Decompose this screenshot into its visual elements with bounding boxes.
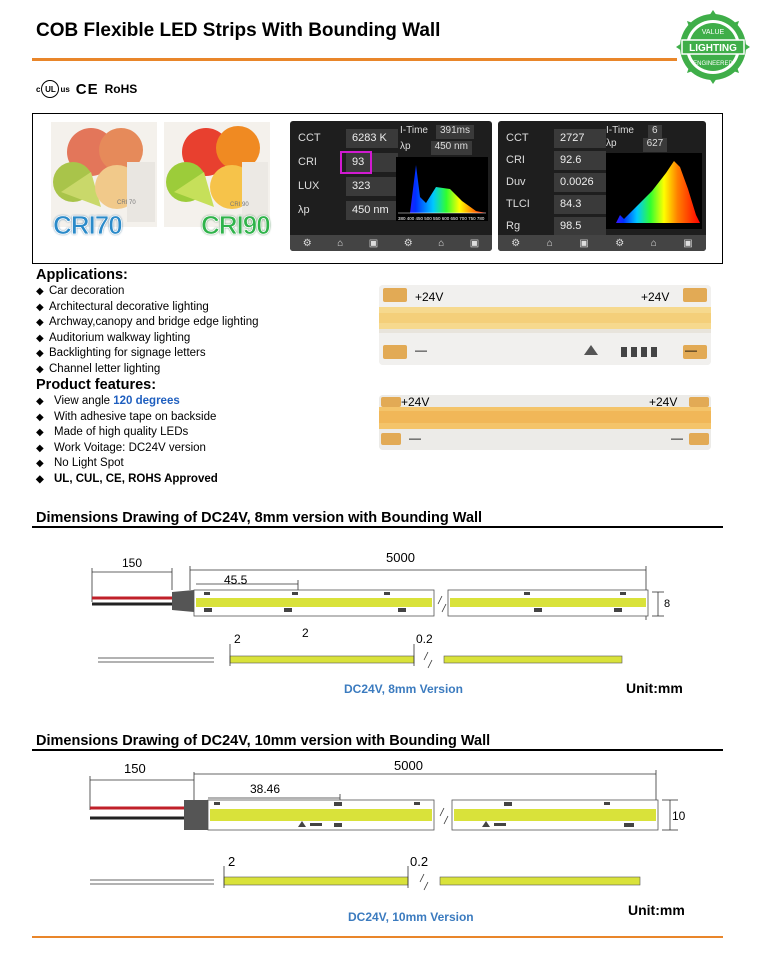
meter2-itime: I-Time 6 [606,125,662,139]
save-icon[interactable]: ▣ [579,237,589,249]
badge-bottom: ENGINEERED [693,61,733,67]
list-item: ◆ Archway,canopy and bridge edge lighting [36,316,259,328]
strip-plus-label: +24V [415,290,444,304]
strip-minus-label: — [409,431,421,445]
rohs-mark: RoHS [104,82,138,96]
spectrometer-screen-1 [290,121,492,251]
strip-minus-label: — [671,431,683,445]
value-lighting-engineered-badge [676,10,750,84]
dim-thickness-right: 0.2 [416,632,433,646]
dim-lead-length: 150 [124,761,146,776]
dim-width: 8 [664,598,671,610]
strip-photo-8mm [379,285,711,365]
settings-icon[interactable]: ⚙ [511,237,521,249]
strip-photo-10mm [379,395,711,450]
list-item: ◆ Car decoration [36,285,125,297]
dim-total-length: 5000 [394,758,423,773]
footer-rule [32,936,723,938]
meter2-row-rg: Rg 98.5 [500,215,606,237]
applications-list [36,284,258,377]
meter1-toolbar [290,235,492,251]
list-item: ◆ UL, CUL, CE, ROHS Approved [36,472,218,485]
dim-pitch: 45.5 [224,573,248,587]
certification-marks [36,80,137,98]
applications-heading: Applications: [36,267,128,283]
meter2-row-cct: CCT 2727 [500,127,606,149]
dim-pitch: 38.46 [250,782,281,796]
dimension-drawing-10mm [84,758,694,928]
meter1-row-lux: LUX 323 [292,175,398,197]
badge-middle: LIGHTING [689,43,737,54]
dim-lead-length: 150 [122,556,143,570]
settings-icon[interactable]: ⚙ [302,237,312,249]
cri-comparison-panel [32,113,723,264]
meter1-itime: I-Time 391ms [400,125,474,139]
list-item: ◆ Made of high quality LEDs [36,426,189,438]
section2-rule [32,749,723,751]
dim-total-length: 5000 [386,550,415,565]
cri90-label: CRI90 [201,210,270,240]
drawing-caption: DC24V, 10mm Version [348,910,474,924]
list-item: ◆ Work Voitage: DC24V version [36,441,206,454]
meter2-toolbar [498,235,706,251]
ul-us-label: us [60,84,70,94]
list-item: ◆ With adhesive tape on backside [36,410,217,423]
list-item: ◆ View angle 120 degrees [36,394,218,410]
save-icon[interactable]: ▣ [683,237,693,249]
home-icon[interactable]: ⌂ [438,237,445,249]
ul-mark [36,80,70,98]
cri70-tag: CRI 70 [117,200,136,206]
section1-title: Dimensions Drawing of DC24V, 8mm version with Bounding Wall [36,510,483,526]
header-rule [32,58,677,61]
list-item: ◆ No Light Spot [36,457,124,469]
cri-highlight-box [340,151,372,174]
list-item: ◆ Auditorium walkway lighting [36,331,191,344]
list-item: ◆ Backlighting for signage letters [36,347,206,359]
ce-mark: CE [75,80,99,98]
save-icon[interactable]: ▣ [368,237,379,249]
page-title: COB Flexible LED Strips With Bounding Wall [36,20,441,41]
meter2-row-duv: Duv 0.0026 [500,171,606,193]
list-item: ◆ Channel letter lighting [36,362,161,375]
settings-icon[interactable]: ⚙ [615,237,625,249]
list-item: ◆ Architectural decorative lighting [36,300,209,313]
spectrum-axis-1: 380 400 450 500 550 600 650 700 750 780 [398,216,485,221]
view-angle-highlight: 120 degrees [113,395,180,407]
ul-c-label: c [36,84,41,94]
spectrum-chart-1 [396,157,488,221]
spectrometer-screen-2 [498,121,706,251]
settings-icon[interactable]: ⚙ [403,237,413,249]
section2-title: Dimensions Drawing of DC24V, 10mm version with Bounding Wall [36,733,491,749]
meter2-row-tlci: TLCI 84.3 [500,193,606,215]
home-icon[interactable]: ⌂ [650,237,657,249]
features-list [36,394,218,487]
dim-thickness-left: 2 [228,854,236,869]
unit-label: Unit:mm [628,902,685,918]
dim-thickness-left: 2 [234,632,241,646]
dim-width: 10 [672,809,686,823]
meter2-row-cri: CRI 92.6 [500,149,606,171]
spectrum-chart-2 [606,153,702,229]
meter1-row-lp: λp 450 nm [292,199,398,221]
meter1-row-cct: CCT 6283 K [292,127,398,149]
strip-plus-label: +24V [649,395,678,409]
meter1-row-cri: CRI 93 [292,151,398,173]
strip-minus-label: — [415,343,427,357]
dim-thickness-right: 0.2 [410,854,429,869]
meter2-lp: λp 627 [606,138,667,152]
unit-label: Unit:mm [626,680,683,696]
drawing-caption: DC24V, 8mm Version [344,682,463,696]
badge-top: VALUE [701,29,725,36]
dim-thickness-mid: 2 [302,626,309,640]
features-heading: Product features: [36,377,157,393]
strip-plus-label: +24V [641,290,670,304]
save-icon[interactable]: ▣ [469,237,480,249]
strip-plus-label: +24V [401,395,430,409]
cri90-tag: CRI 90 [230,202,249,208]
section1-rule [32,526,723,528]
ul-ring: UL [41,80,59,98]
strip-minus-label: — [685,343,697,357]
meter1-lp: λp 450 nm [400,141,472,155]
dimension-drawing-8mm [84,540,684,710]
cri70-label: CRI70 [53,210,122,240]
home-icon[interactable]: ⌂ [546,237,553,249]
home-icon[interactable]: ⌂ [337,237,344,249]
